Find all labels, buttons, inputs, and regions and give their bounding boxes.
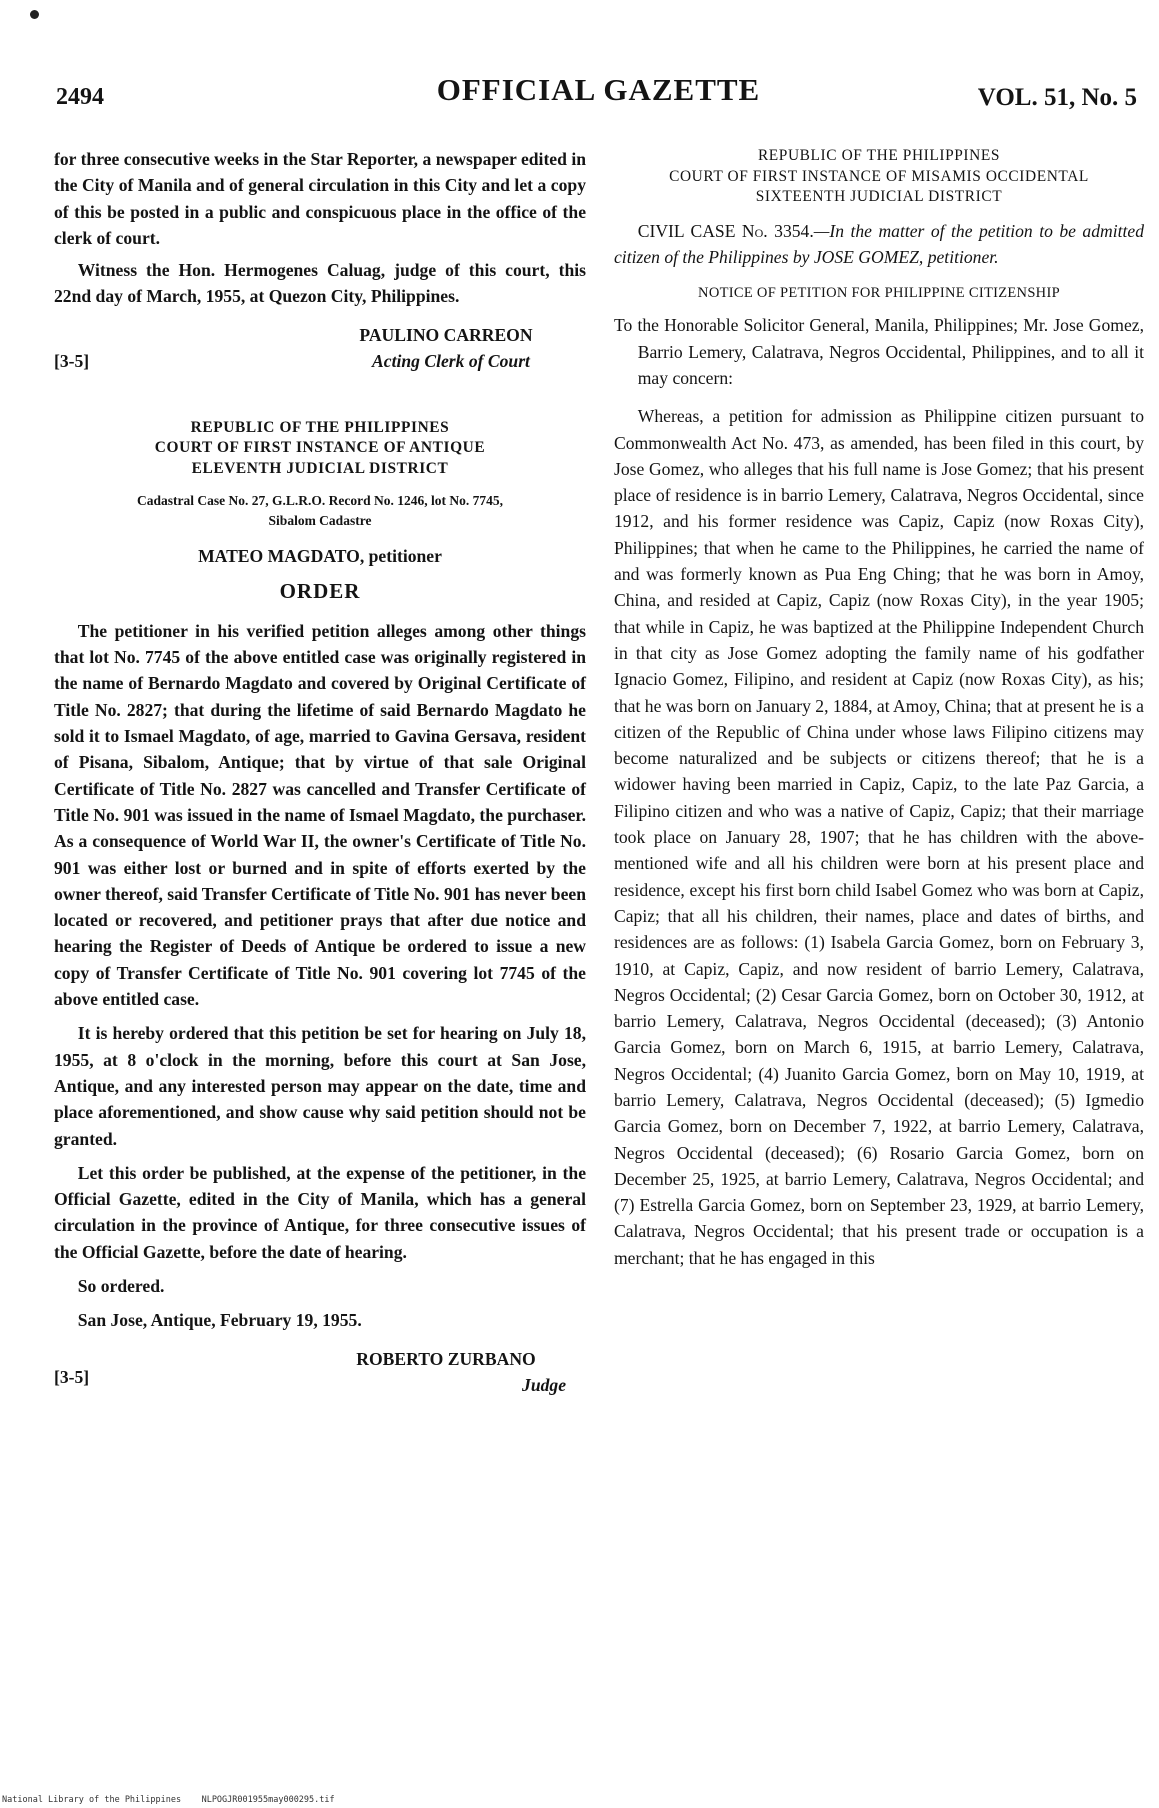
court-line: COURT OF FIRST INSTANCE OF ANTIQUE bbox=[154, 439, 486, 457]
archive-footer: National Library of the Philippines NLPOGJR001955may000295.tif bbox=[2, 1795, 335, 1805]
so-ordered: So ordered. bbox=[77, 1276, 165, 1296]
spacer bbox=[54, 380, 586, 418]
court-line: SIXTEENTH JUDICIAL DISTRICT bbox=[755, 188, 1003, 205]
publication-ref: [3-5] bbox=[54, 350, 90, 371]
page-number: 2494 bbox=[56, 84, 104, 110]
notice-title: NOTICE OF PETITION FOR PHILIPPINE CITIZENSHIP bbox=[698, 285, 1060, 302]
court-line: COURT OF FIRST INSTANCE OF MISAMIS OCCIDENTAL bbox=[669, 167, 1089, 185]
order-title: ORDER bbox=[279, 578, 361, 603]
publication-title: OFFICIAL GAZETTE bbox=[436, 72, 761, 107]
order-date: San Jose, Antique, February 19, 1955. bbox=[77, 1310, 362, 1331]
court-line: REPUBLIC OF THE PHILIPPINES bbox=[190, 418, 450, 436]
case-reference bbox=[54, 491, 586, 531]
clerk-name: PAULINO CARREON bbox=[359, 324, 533, 345]
judge-title: Judge bbox=[522, 1374, 566, 1395]
volume-number: VOL. 51, No. 5 bbox=[977, 84, 1137, 111]
order-paragraph: Let this order be published, at the expense of the petitioner, in the Official Gazette, edited in the City of Manila, which has a general circulation in the province of Antique, for three consecutive issues of the Official Gazette, before the date of hearing. bbox=[54, 1162, 586, 1262]
case-caption bbox=[614, 218, 1144, 271]
notice-addressee: To the Honorable Solicitor General, Manila, Philippines; Mr. Jose Gomez, Barrio Lemery, Calatrava, Negros Occidental, Philippines, and to all it may concern: bbox=[614, 315, 1144, 388]
continuation-text: for three consecutive weeks in the Star Reporter, a newspaper edited in the City of Manila and of general circulation in this City and let a copy of this be posted in a public and conspicuous place in the office of the clerk of court. bbox=[54, 149, 586, 248]
clerk-title: Acting Clerk of Court bbox=[372, 350, 530, 371]
judge-signature-block bbox=[54, 1346, 586, 1404]
court-heading-misamis bbox=[614, 146, 1144, 208]
order-paragraph: The petitioner in his verified petition alleges among other things that lot No. 7745 of the above entitled case was originally registered in the name of Bernardo Magdato and covered by Original Certificate of Title No. 2827; that during the lifetime of said Bernardo Magdato he sold it to Ismael Magdato, of age, married to Gavina Gersava, resident of Pisana, Sibalom, Antique; that by virtue of that sale Original Certificate of Title No. 2827 was cancelled and Transfer Certificate of Title No. 901 was issued in the name of Ismael Magdato, the purchaser. As a consequence of World War II, the owner's Certificate of Title No. 901 was either lost or burned and in spite of efforts exerted by the owner thereof, said Transfer Certificate of Title No. 901 has never been located or recovered, and petitioner prays that after due notice and hearing the Register of Deeds of Antique be ordered to issue a new copy of Transfer Certificate of Title No. 901 covering lot 7745 of the above entitled case. bbox=[54, 620, 586, 1010]
petition-body: Whereas, a petition for admission as Philippine citizen pursuant to Commonwealth Act No. 473, as amended, has been filed in this court, by Jose Gomez, who alleges that his full name is Jose Gomez; that his present place of residence is in barrio Lemery, Calatrava, Negros Occidental, since 1912, and his former residence was Capiz, Capiz (now Roxas City), Philippines; that when he came to the Philippines, he carried the name of and was formerly known as Pua Eng Ching; that he was born in Amoy, China, and resided at Capiz, Capiz (now Roxas City), in the year 1905; that while in Capiz, he was baptized at the Philippine Independent Church in that city as Jose Gomez adopting the family name of his godfather Ignacio Gomez, Filipino, and resident at Capiz (now Roxas City), as his; that he was born on January 2, 1884, at Amoy, China; that at present he is a citizen of the Republic of China under whose laws Filipino citizens may become naturalized and be subjects or citizens thereof; that he is a widower having been married in Capiz, Capiz, to the late Paz Garcia, a Filipino citizen and who was a native of Capiz, Capiz; that their marriage took place on January 28, 1907; that he has children with the above-mentioned wife and all his children were born at his present place and residence, except his first born child Isabel Gomez who was born at Capiz, Capiz; that all his children, their names, place and dates of births, and residences are as follows: (1) Isabela Garcia Gomez, born on February 3, 1910, at Capiz, Capiz, and now resident of barrio Lemery, Calatrava, Negros Occidental; (2) Cesar Garcia Gomez, born on October 30, 1912, at barrio Lemery, Calatrava, Negros Occidental (deceased); (3) Antonio Garcia Gomez, born on March 6, 1915, at barrio Lemery, Calatrava, Negros Occidental; (4) Juanito Garcia Gomez, born on May 10, 1919, at barrio Lemery, Calatrava, Negros Occidental (deceased); (5) Igmedio Garcia Gomez, born on December 7, 1922, at barrio Lemery, Calatrava, Negros Occidental (deceased); (6) Rosario Garcia Gomez, born on December 25, 1925, at barrio Lemery, Calatrava, Negros Occidental; and (7) Estrella Garcia Gomez, born on September 23, 1929, at barrio Lemery, Calatrava, Negros Occidental; that his present trade or occupation is a merchant; that he has engaged in this bbox=[614, 406, 1144, 1268]
court-line: REPUBLIC OF THE PHILIPPINES bbox=[757, 147, 1001, 164]
petitioner-line: MATEO MAGDATO, petitioner bbox=[198, 546, 442, 567]
court-heading-antique bbox=[54, 418, 586, 480]
case-line: Cadastral Case No. 27, G.L.R.O. Record No. 1246, lot No. 7745, bbox=[137, 493, 503, 509]
case-label: CIVIL CASE No. 3354. bbox=[637, 220, 814, 241]
court-line: ELEVENTH JUDICIAL DISTRICT bbox=[191, 459, 449, 477]
case-line: Sibalom Cadastre bbox=[268, 513, 372, 529]
order-paragraph: It is hereby ordered that this petition be set for hearing on July 18, 1955, at 8 o'clock in the morning, before this court at San Jose, Antique, and any interested person may appear on the date, time and place aforementioned, and show cause why said petition should not be granted. bbox=[54, 1023, 586, 1149]
clerk-signature-block bbox=[54, 322, 586, 380]
speck-mark bbox=[30, 10, 39, 19]
right-column bbox=[614, 146, 1144, 1271]
left-column bbox=[54, 146, 586, 1404]
witness-text: Witness the Hon. Hermogenes Caluag, judge of this court, this 22nd day of March, 1955, at Quezon City, Philippines. bbox=[54, 260, 586, 307]
page-header bbox=[56, 70, 1141, 114]
judge-name: ROBERTO ZURBANO bbox=[356, 1348, 536, 1369]
case-description: —In the matter of the petition to be admitted citizen of the Philippines by JOSE GOMEZ, petitioner. bbox=[614, 220, 1144, 267]
publication-ref: [3-5] bbox=[54, 1366, 90, 1387]
